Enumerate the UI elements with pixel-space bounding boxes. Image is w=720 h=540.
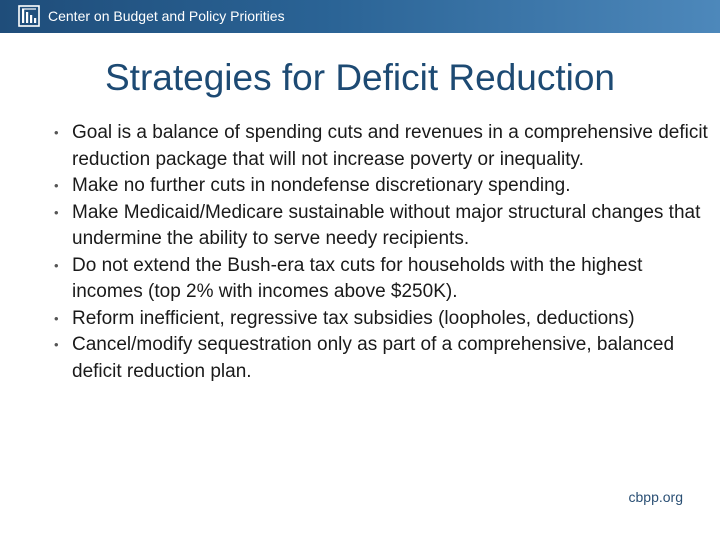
bullet-icon: • <box>54 257 59 273</box>
bullet-item <box>50 120 710 173</box>
bullet-text: Goal is a balance of spending cuts and revenues in a comprehensive deficit reduction package that will not increase poverty or inequality. <box>72 122 708 170</box>
slide-title: Strategies for Deficit Reduction <box>104 57 615 98</box>
bullet-icon: • <box>54 178 59 193</box>
bullet-item <box>50 253 710 306</box>
bullet-item <box>50 200 710 253</box>
footer-url[interactable]: cbpp.org <box>628 489 683 505</box>
organization-name: Center on Budget and Policy Priorities <box>48 8 285 24</box>
bullet-text: Make Medicaid/Medicare sustainable without major structural changes that undermine the ability to serve needy recipients. <box>72 201 701 249</box>
cbpp-logo-icon <box>18 5 40 27</box>
bullet-text: Cancel/modify sequestration only as part of a comprehensive, balanced deficit reduction plan. <box>72 334 675 382</box>
bullet-text: Reform inefficient, regressive tax subsidies (loopholes, deductions) <box>72 307 635 329</box>
header-bar <box>0 0 720 33</box>
bullet-item <box>50 173 710 200</box>
bullet-text: Do not extend the Bush-era tax cuts for households with the highest incomes (top 2% with incomes above $250K). <box>72 254 643 302</box>
bullet-list <box>50 120 710 385</box>
bullet-icon: • <box>54 310 59 326</box>
bullet-item <box>50 332 710 385</box>
bullet-icon: • <box>54 337 59 352</box>
bullet-icon: • <box>54 125 59 140</box>
bullet-icon: • <box>54 204 59 220</box>
bullet-item <box>50 306 710 333</box>
bullet-text: Make no further cuts in nondefense discretionary spending. <box>72 175 571 196</box>
